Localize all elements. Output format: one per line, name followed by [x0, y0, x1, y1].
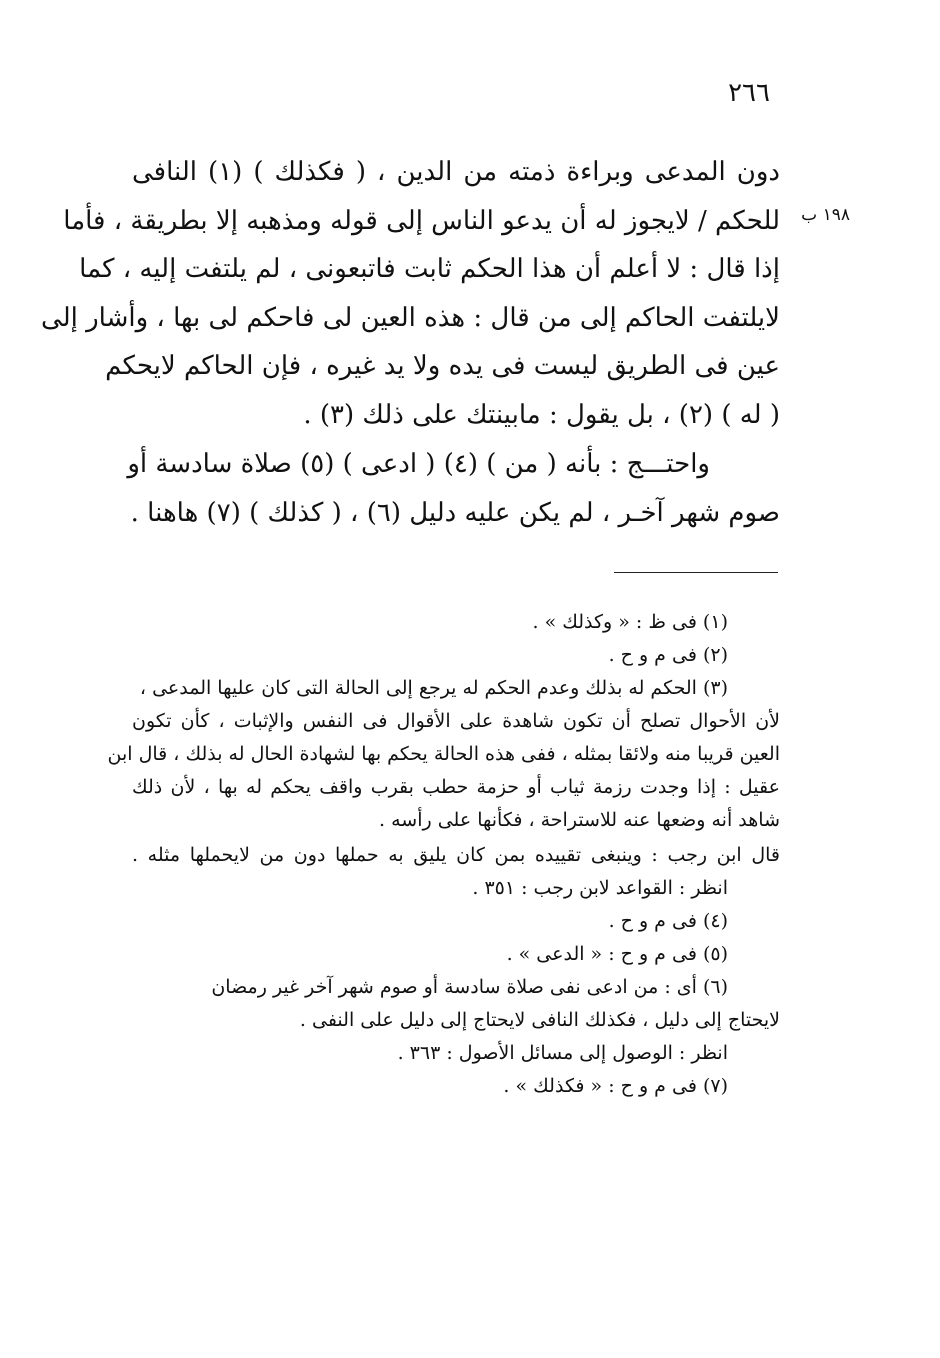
footnote-line: لايحتاج إلى دليل ، فكذلك النافى لايحتاج إلى دليل على النفى .	[299, 1009, 780, 1031]
body-line: عين فى الطريق ليست فى يده ولا يد غيره ، فإن الحاكم لايحكم	[105, 351, 780, 381]
footnote-line: (١) فى ظ : « وكذلك » .	[532, 611, 728, 633]
footnote-line: (٥) فى م و ح : « الدعى » .	[506, 943, 728, 965]
footnote-line: (٤) فى م و ح .	[608, 910, 728, 932]
footnote-line: قال ابن رجب : وينبغى تقييده بمن كان يليق به حملها دون من لايحملها مثله .	[132, 844, 780, 866]
body-line: إذا قال : لا أعلم أن هذا الحكم ثابت فاتبعونى ، لم يلتفت إليه ، كما	[79, 254, 780, 284]
body-line: صوم شهر آخـر ، لم يكن عليه دليل (٦) ، ( كذلك ) (٧) هاهنا .	[130, 497, 780, 528]
footnote-separator	[614, 572, 778, 573]
manuscript-folio-marginal-note: ١٩٨ ب	[801, 205, 850, 225]
footnote-line: (٦) أى : من ادعى نفى صلاة سادسة أو صوم شهر آخر غير رمضان	[211, 976, 728, 998]
footnote-line: انظر : القواعد لابن رجب : ٣٥١ .	[472, 877, 728, 899]
footnote-line: لأن الأحوال تصلح أن تكون شاهدة على الأقوال فى النفس والإثبات ، كأن تكون	[132, 710, 780, 732]
footnote-line: (٣) الحكم له بذلك وعدم الحكم له يرجع إلى الحالة التى كان عليها المدعى ،	[139, 677, 728, 699]
main-paragraph-1	[41, 148, 780, 439]
body-line: ( له ) (٢) ، بل يقول : مابينتك على ذلك (٣) .	[303, 399, 780, 430]
footnote-line: انظر : الوصول إلى مسائل الأصول : ٣٦٣ .	[397, 1042, 728, 1064]
main-paragraph-2	[127, 440, 780, 537]
body-line: للحكم / لايجوز له أن يدعو الناس إلى قوله ومذهبه إلا بطريقة ، فأما	[63, 205, 780, 236]
body-line: واحتـــج : بأنه ( من ) (٤) ( ادعى ) (٥) صلاة سادسة أو	[127, 449, 710, 479]
footnote-line: عقيل : إذا وجدت رزمة ثياب أو حزمة حطب بقرب واقف يحكم له بها ، لأن ذلك	[132, 776, 780, 798]
footnotes	[107, 606, 780, 1103]
body-line: دون المدعى وبراءة ذمته من الدين ، ( فكذلك ) (١) النافى	[132, 157, 780, 187]
footnote-line: شاهد أنه وضعها عنه للاستراحة ، فكأنها على رأسه .	[379, 809, 780, 831]
footnote-line: العين قريبا منه ولائقا بمثله ، ففى هذه الحالة يحكم بها لشهادة الحال له بذلك ، قال ابن	[107, 743, 780, 765]
footnote-line: (٢) فى م و ح .	[608, 644, 728, 666]
page-number: ٢٦٦	[728, 78, 770, 108]
body-line: لايلتفت الحاكم إلى من قال : هذه العين لى فاحكم لى بها ، وأشار إلى	[41, 302, 780, 333]
footnote-line: (٧) فى م و ح : « فكذلك » .	[503, 1075, 728, 1097]
